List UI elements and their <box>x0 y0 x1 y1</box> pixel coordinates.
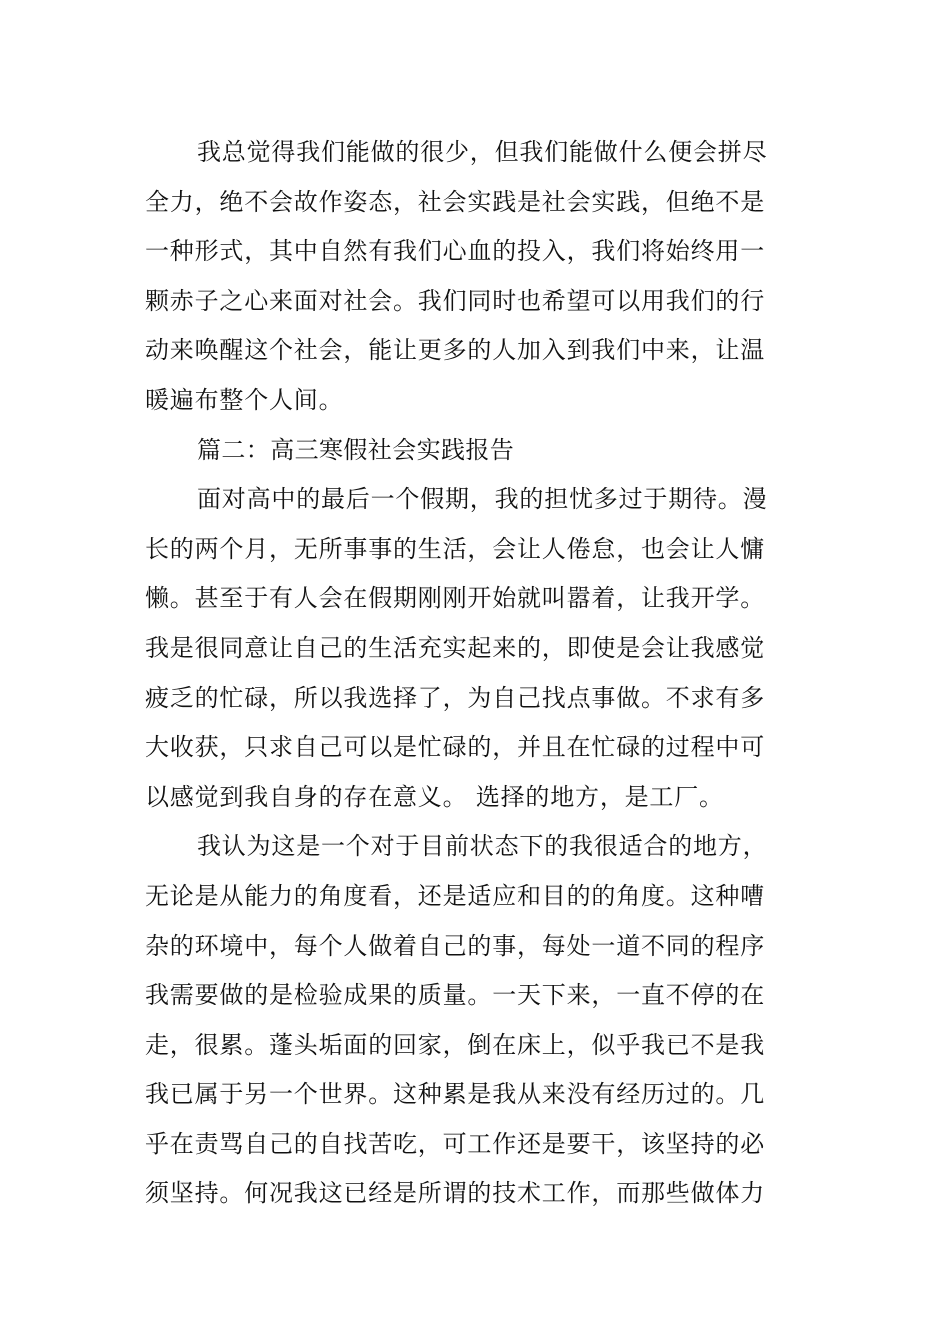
text-line: 面对高中的最后一个假期，我的担忧多过于期待。漫 <box>197 485 768 514</box>
paragraph-intro <box>145 475 810 822</box>
paragraph-conclusion <box>145 128 810 426</box>
text-line: 以感觉到我自身的存在意义。 选择的地方，是工厂。 <box>145 782 724 811</box>
text-line: 我认为这是一个对于目前状态下的我很适合的地方， <box>197 832 768 861</box>
section-heading <box>145 426 810 476</box>
text-line: 动来唤醒这个社会，能让更多的人加入到我们中来，让温 <box>145 336 765 365</box>
text-line: 杂的环境中，每个人做着自己的事，每处一道不同的程序 <box>145 931 765 960</box>
paragraph-factory <box>145 822 810 1219</box>
text-line: 我是很同意让自己的生活充实起来的，即使是会让我感觉 <box>145 633 765 662</box>
text-line: 走，很累。蓬头垢面的回家，倒在床上，似乎我已不是我 <box>145 1030 765 1059</box>
text-line: 大收获，只求自己可以是忙碌的，并且在忙碌的过程中可 <box>145 733 765 762</box>
text-line: 全力，绝不会故作姿态，社会实践是社会实践，但绝不是 <box>145 187 765 216</box>
text-line: 我总觉得我们能做的很少，但我们能做什么便会拼尽 <box>197 138 768 166</box>
text-line: 颗赤子之心来面对社会。我们同时也希望可以用我们的行 <box>145 286 765 315</box>
text-line: 我已属于另一个世界。这种累是我从来没有经历过的。几 <box>145 1080 765 1109</box>
text-line: 无论是从能力的角度看，还是适应和目的的角度。这种嘈 <box>145 881 765 910</box>
document-page <box>145 128 810 1219</box>
text-line: 懒。甚至于有人会在假期刚刚开始就叫嚣着，让我开学。 <box>145 584 765 613</box>
text-line: 长的两个月，无所事事的生活，会让人倦怠，也会让人慵 <box>145 534 765 563</box>
text-line: 须坚持。何况我这已经是所谓的技术工作，而那些做体力 <box>145 1179 765 1208</box>
section-title: 篇二：高三寒假社会实践报告 <box>197 435 515 464</box>
text-line: 疲乏的忙碌，所以我选择了，为自己找点事做。不求有多 <box>145 683 765 712</box>
text-line: 我需要做的是检验成果的质量。一天下来，一直不停的在 <box>145 981 765 1010</box>
text-line: 暖遍布整个人间。 <box>145 385 344 414</box>
text-line: 一种形式，其中自然有我们心血的投入，我们将始终用一 <box>145 237 765 266</box>
text-line: 乎在责骂自己的自找苦吃，可工作还是要干，该坚持的必 <box>145 1129 765 1158</box>
